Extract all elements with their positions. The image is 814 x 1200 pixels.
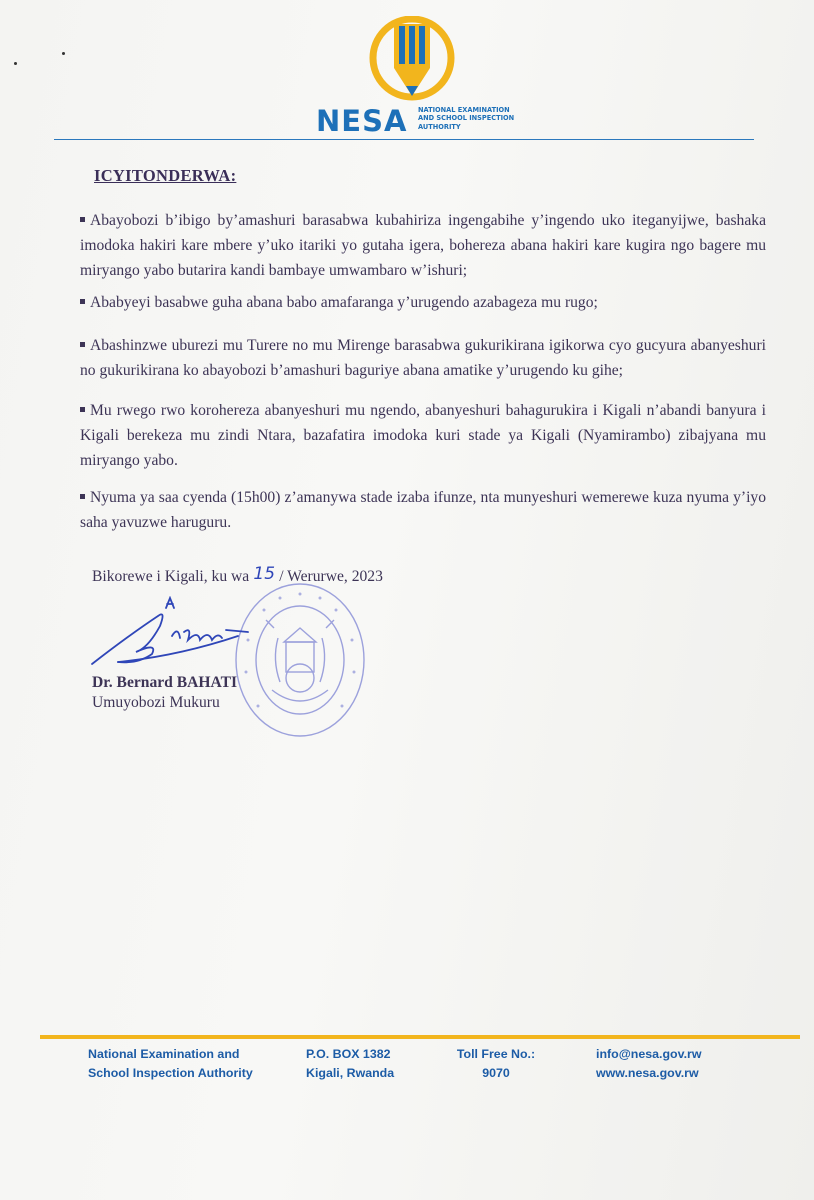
notice-paragraph: Abashinzwe uburezi mu Turere no mu Mirenge barasabwa gukurikirana igikorwa cyo gucyura abanyeshuri no gukurikirana ko abayobozi b’amashuri baguriye abana amatike y’urugendo ku gihe; — [80, 337, 766, 379]
footer-email-link[interactable]: info@nesa.gov.rw — [596, 1047, 702, 1061]
bullet-icon — [80, 342, 85, 347]
footer-contact — [596, 1045, 701, 1083]
header-divider — [54, 139, 754, 140]
brand-wordmark: NESA — [316, 104, 408, 138]
signer-title: Umuyobozi Mukuru — [92, 694, 220, 711]
signer-name: Dr. Bernard BAHATI — [92, 674, 238, 691]
speck — [62, 52, 65, 55]
handwritten-day: 15 — [253, 564, 276, 584]
notice-heading: ICYITONDERWA: — [94, 166, 237, 185]
footer-address: P.O. BOX 1382 Kigali, Rwanda — [306, 1047, 395, 1080]
bullet-icon — [80, 407, 85, 412]
speck — [14, 62, 17, 65]
footer-organization: National Examination and School Inspection Authority — [88, 1047, 253, 1080]
notice-paragraph: Mu rwego rwo korohereza abanyeshuri mu ngendo, abanyeshuri bahagurukira i Kigali n’abandi banyura i Kigali berekeza mu zindi Ntara, bazafatira imodoka kuri stade ya Kigali (Nyamirambo) zibajyana mu miryango yabo. — [80, 402, 766, 469]
brand-subtitle-line: AND SCHOOL INSPECTION — [418, 114, 515, 123]
signing-date: Bikorewe i Kigali, ku wa 15 / Werurwe, 2023 — [92, 564, 383, 585]
brand-subtitle-line: NATIONAL EXAMINATION — [418, 106, 510, 114]
bullet-icon — [80, 217, 85, 222]
notice-paragraph: Nyuma ya saa cyenda (15h00) z’amanywa stade izaba ifunze, nta munyeshuri wemerewe kuza nyuma y’iyo saha yavuzwe haruguru. — [80, 489, 766, 531]
bullet-icon — [80, 494, 85, 499]
signature-icon — [88, 596, 288, 676]
bullet-icon — [80, 299, 85, 304]
notice-paragraph: Ababyeyi basabwe guha abana babo amafaranga y’urugendo azabageza mu rugo; — [80, 290, 766, 315]
footer-divider — [40, 1035, 800, 1039]
brand-subtitle — [418, 106, 558, 131]
notice-paragraph: Abayobozi b’ibigo by’amashuri barasabwa kubahiriza ingengabihe y’ingendo uko iteganyijwe, bashaka imodoka hakiri kare mbere y’uko itariki yo gutaha igera, bohereza abana hakiri kare kugira ngo bagere mu miryango yabo butarira kandi bambaye umwambaro w’ishuri; — [80, 212, 766, 279]
brand-subtitle-line: AUTHORITY — [418, 122, 461, 131]
footer-website-link[interactable]: www.nesa.gov.rw — [596, 1066, 699, 1080]
footer-tollfree: Toll Free No.: 9070 — [456, 1047, 536, 1080]
